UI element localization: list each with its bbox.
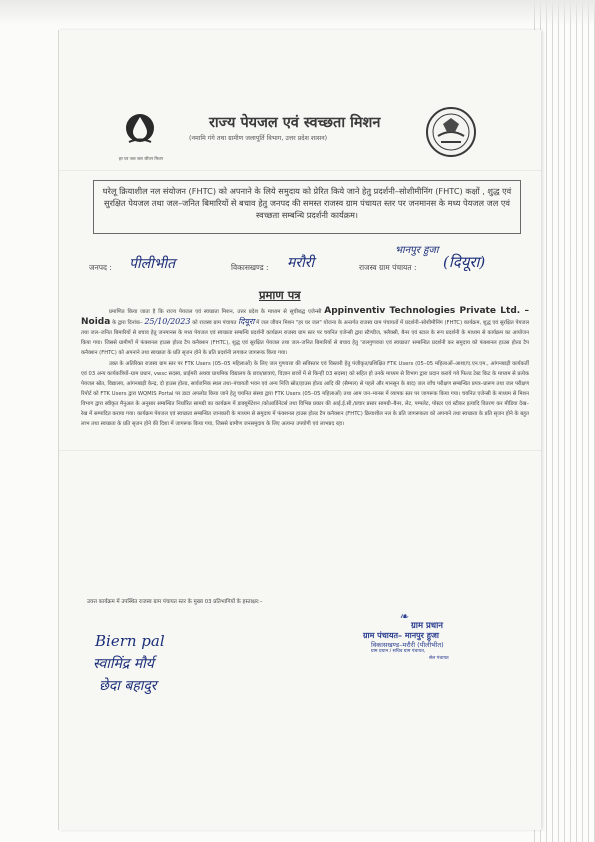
certificate-body: [81, 306, 529, 602]
para1-part-c: को राजस्व ग्राम पंचायत: [192, 320, 237, 326]
agency-name: Appinventiv Technologies Private Ltd. – Noida: [81, 306, 529, 327]
stamp-signature-mark: ❧: [399, 610, 409, 623]
certificate-page: [58, 30, 541, 830]
block-label: विकासखण्ड :: [231, 263, 269, 272]
stamp-line-4: ग्राम प्रधान / सचिव ग्राम पंचायत,: [371, 649, 426, 654]
participant-signature-3: छेदा बहादुर: [99, 678, 157, 694]
village-head-stamp: [359, 610, 509, 660]
signature-intro: उक्त्त कार्यक्रम में उपस्थित राजस्व ग्राम पंचायत स्तर के मुख्य 03 प्रतिभागियों के हस्ताक्षर:–: [87, 599, 263, 605]
stamp-line-2: ग्राम पंचायत– मानपुर हुजा: [363, 631, 439, 640]
fold-line: [59, 170, 542, 171]
district-value: पीलीभीत: [129, 256, 176, 272]
para1-part-b: के द्वारा दिनांक–: [112, 320, 143, 326]
district-label: जनपद :: [89, 263, 112, 272]
village-value-line1: भानपुर हुजा: [395, 245, 439, 256]
certificate-paragraph-2: उक्त के अतिरिक्त राजस्व ग्राम स्तर पर FTK Users (05–05 महिलाओं) के लिए जल गुणवत्ता की सविस्तार एवं विस्तारी हेतु पंजीकृत/प्रशिक्षित FTK Users (05–05 महिलाओं–आशा/ए.एन.एम., आंगनबाड़ी कार्यकर्ती एवं 03 अन्य कार्यकत्रियों–ग्राम प्रधान, vwsc सदस्य, प्राईमरी अथवा प्राथमिक विद्यालय के छात्र/छात्राएं, विज्ञान छात्रों में से किन्हीं 03 सदस्य) को सहित हो उनके माध्यम से विभाग द्वारा प्रदान कराये गये फिल्ड टेस्ट किट के माध्यम से प्रत्येक पेयजल स्रोत, विद्यालय, आंगनबाड़ी केन्द्र, दो हाउस होल्ड, सार्वजनिक स्थल तथा–पंचायती भवन एवं अन्य निजि स्रोत/हाउस होल्ड आदि की (सैम्पल) से पहले और मानसून के बाद) जल जाँच परीक्षण सम्बन्धित प्रपत्र–प्रारूप तथा जल परीक्षण रिपोर्ट को FTK Users द्वारा WQMIS Portal पर डाटा अपलोड किया जाने हेतु चयनित संस्था द्वारा FTK Users (05–05 महिलाओं) तथा आम जन–मानस में व्यापक स्तर पर जागरूक किया गया। चयनित एजेन्सी के माध्यम से मिशन विभाग द्वारा स्वीकृत मैनुअल के अनुसार सम्बन्धित निर्धारित सामग्री का कार्यक्रम में डाक्युमेंटेशन /कोआर्डिनेटर्स तथा विभिन्न प्रकार की आई.ई.सी./प्रचार प्रसार सामग्री–बैनर, लेट, पम्पलेट, पोस्टर एवं स्टीकर इत्यादि वितरण कर मीडिया देख–रेख में सम्पादित कराया गया। कार्यक्रम पेयजल एवं स्वच्छता सम्बन्धित जानकारी के माध्यम से समुदाय में फंक्शनल हाउस होल्ड टैप कनैक्शन (FHTC) क्रियाशील नल के प्रति जागरूकता को अपनाने तथा स्वच्छता के प्रति सृजन होने के बहुत लाभ तथा स्वच्छता के प्रति सृजन होने की दिशा में जागरूक किया गया, जिससे ग्रामीण जनसमुदाय के लिए अत्यन्त उपयोगी एवं लाभप्रद रहा।: [81, 361, 529, 427]
program-banner: [93, 180, 521, 234]
village-label: राजस्व ग्राम पंचायत :: [359, 263, 417, 272]
participant-signature-1: Biern pal: [95, 632, 165, 650]
location-row: [89, 245, 529, 280]
stamp-line-3: विकासखण्ड–मरौरी (पीलीभीत): [371, 641, 444, 649]
event-date: 25/10/2023: [144, 317, 191, 326]
page-title: राज्य पेयजल एवं स्वच्छता मिशन: [209, 115, 381, 131]
participant-signature-2: स्वामिंद्र मौर्य: [93, 656, 154, 672]
up-government-emblem-icon: [425, 106, 477, 158]
scan-top-shadow: [0, 0, 595, 26]
stamp-line-5: सेल पंचायत: [429, 656, 449, 661]
para1-part-a: प्रमाणित किया जाता है कि राज्य पेयजल एवं स्वच्छता मिशन, उत्तर प्रदेश के माध्यम से सूचीबद्ध एजेन्सी: [109, 309, 322, 315]
certificate-title: प्रमाण पत्र: [259, 288, 301, 302]
banner-text: घरेलू क्रियाशील नल संयोजन (FHTC) को अपनाने के लिये समुदाय को प्रेरित किये जाने हेतु प्रदर्शनी–सोशीमीनिंग (FHTC) कक्षों , शुद्ध एवं सुरक्षित पेयजल तथा जल–जनित बिमारियों से बचाव हेतु जनपद की समस्त राजस्व ग्राम पंचायत स्तर पर जनमानस के मध्य पेयजल जल एवं स्वच्छता सम्बन्धि प्रदर्शनी कार्यक्रम।: [102, 186, 512, 220]
village-value-line2: (दियूरा): [443, 253, 486, 271]
page-header: [59, 104, 542, 170]
village-handwritten: दियूरा: [238, 317, 255, 326]
page-subtitle: (नमामि गंगे तथा ग्रामीण जलापूर्ति विभाग, उत्तर प्रदेश शासन): [189, 135, 328, 142]
jal-jeevan-mission-logo-icon: [123, 110, 157, 156]
certificate-paragraph-1: [81, 306, 529, 358]
stamp-line-1: ग्राम प्रधान: [411, 621, 444, 631]
para1-part-d: में जल जीवन मिशन "हर घर जल" योजना के अन्तर्गत राजस्व ग्राम पंचायतों में प्रदर्शनी–सोशीमीनिंग (FHTC) कार्यक्रम, शुद्ध एवं सुरक्षित पेयजल तथा जल–जनित बिमारियों से बचाव हेतु जनमानस के मध्य पेयजल एवं स्वच्छता सम्बन्धि प्रदर्शनी कार्यक्रम राजस्व ग्राम स्तर पर चयनित एजेन्सी द्वारा स्टैण्डीज, फ्लैक्सी, बैनर एवं स्टाल के रूप प्रदर्शनी के माध्यम से कार्यक्रम का आयोजन किया गया। जिससे ग्रामीणों में फंक्शनल हाउस होल्ड टैप कनैक्शन (FHTC), शुद्ध एवं सुरक्षित पेयजल तथा जल–जनित बिमारियों से बचाव हेतु 'जलगुणवत्ता एवं स्वच्छता' सम्बन्धित प्रदर्शनी कर समुदाय को फंक्शनल हाउस होल्ड टैप कनैक्शन (FHTC) को अपनाने तथा स्वच्छता के प्रति सृजन होने के प्रति प्रदर्शनी लगाकर जागरूक किया गया।: [81, 320, 529, 356]
logo-caption: हर घर जल जल जीवन मिशन: [118, 156, 164, 161]
block-value: मरौरी: [287, 255, 315, 271]
